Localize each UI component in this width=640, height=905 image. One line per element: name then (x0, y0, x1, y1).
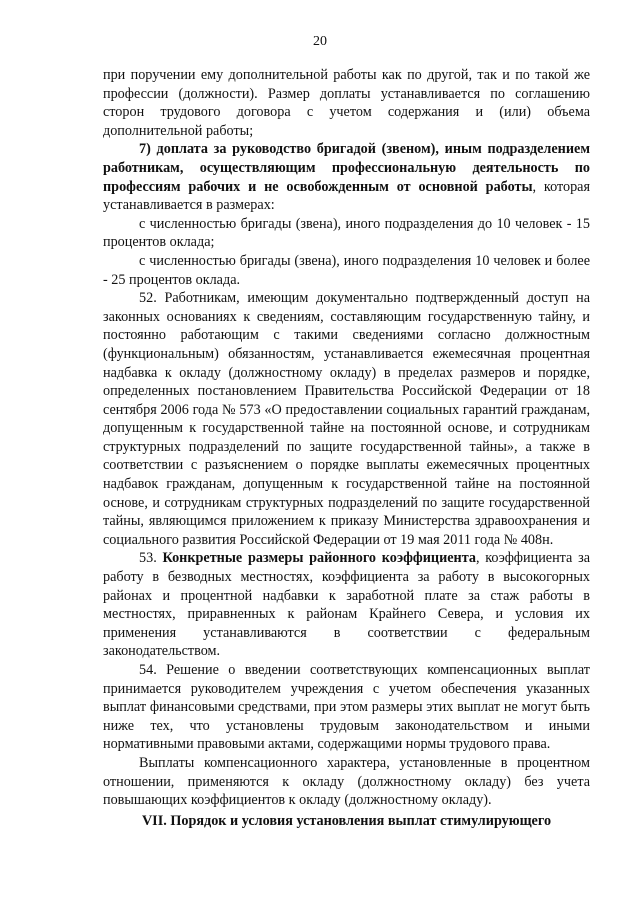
paragraph-53-text: , коэффициента за работу в безводных местностях, коэффициента за работу в высокогорных районах и процентной надбавки к заработной плате за стаж работы в местностях, приравненных к районам Крайнего Севера, и условия их применения устанавливаются в соответствии с федеральным законодательством. (103, 550, 590, 660)
paragraph-52: 52. Работникам, имеющим документально подтвержденный доступ на законных основаниях к сведениям, составляющим государственную тайну, и постоянно работающим с такими сведениями согласно должностным (функциональным) обязанностям, устанавливается ежемесячная процентная надбавка к окладу (должностному окладу) в пределах размеров и порядке, определенных постановлением Правительства Российской Федерации от 18 сентября 2006 года № 573 «О предоставлении социальных гарантий гражданам, допущенным к государственной тайне на постоянной основе, и сотрудникам структурных подразделений по защите государственной тайны», а также в соответствии с разъяснением о порядке выплаты ежемесячных процентных надбавок гражданам, допущенным к государственной тайне на постоянной основе, и сотрудникам структурных подразделений по защите государственной тайны, являющимся приложением к приказу Министерства здравоохранения и социального развития Российской Федерации от 19 мая 2011 года № 408н. (103, 290, 590, 548)
paragraph-continuation: при поручении ему дополнительной работы как по другой, так и по такой же профессии (должности). Размер доплаты устанавливается по соглашению сторон трудового договора с учетом содержания и (или) объема дополнительной работы; (103, 67, 590, 139)
paragraph-54: 54. Решение о введении соответствующих компенсационных выплат принимается руководителем учреждения с учетом обеспечения указанных выплат финансовыми средствами, при этом размеры этих выплат не могут быть ниже тех, что установлены трудовым законодательством и иными нормативными правовыми актами, содержащими нормы трудового права. (103, 662, 590, 753)
page-number: 20 (313, 34, 327, 49)
paragraph-53-bold-text: Конкретные размеры районного коэффициента (162, 550, 476, 567)
paragraph-53-number: 53. (139, 550, 163, 567)
paragraph-item-7 (103, 140, 590, 214)
paragraph-53 (103, 549, 590, 661)
document-body (103, 66, 590, 810)
paragraph-brigade-large: с численностью бригады (звена), иного подразделения 10 человек и более - 25 процентов оклада. (103, 252, 590, 288)
item-7-text: , которая устанавливается в размерах: (103, 178, 591, 214)
paragraph-compensation: Выплаты компенсационного характера, установленные в процентном отношении, применяются к окладу (должностному окладу) без учета повышающих коэффициентов к окладу (должностному окладу). (103, 754, 590, 809)
item-7-bold-text: 7) доплата за руководство бригадой (звеном), иным подразделением работникам, осуществляющим профессиональную деятельность по профессиям рабочих и не освобожденным от основной работы (103, 141, 590, 195)
paragraph-brigade-small: с численностью бригады (звена), иного подразделения до 10 человек - 15 процентов оклада; (103, 215, 590, 251)
section-heading: VII. Порядок и условия установления выплат стимулирующего (141, 813, 552, 829)
